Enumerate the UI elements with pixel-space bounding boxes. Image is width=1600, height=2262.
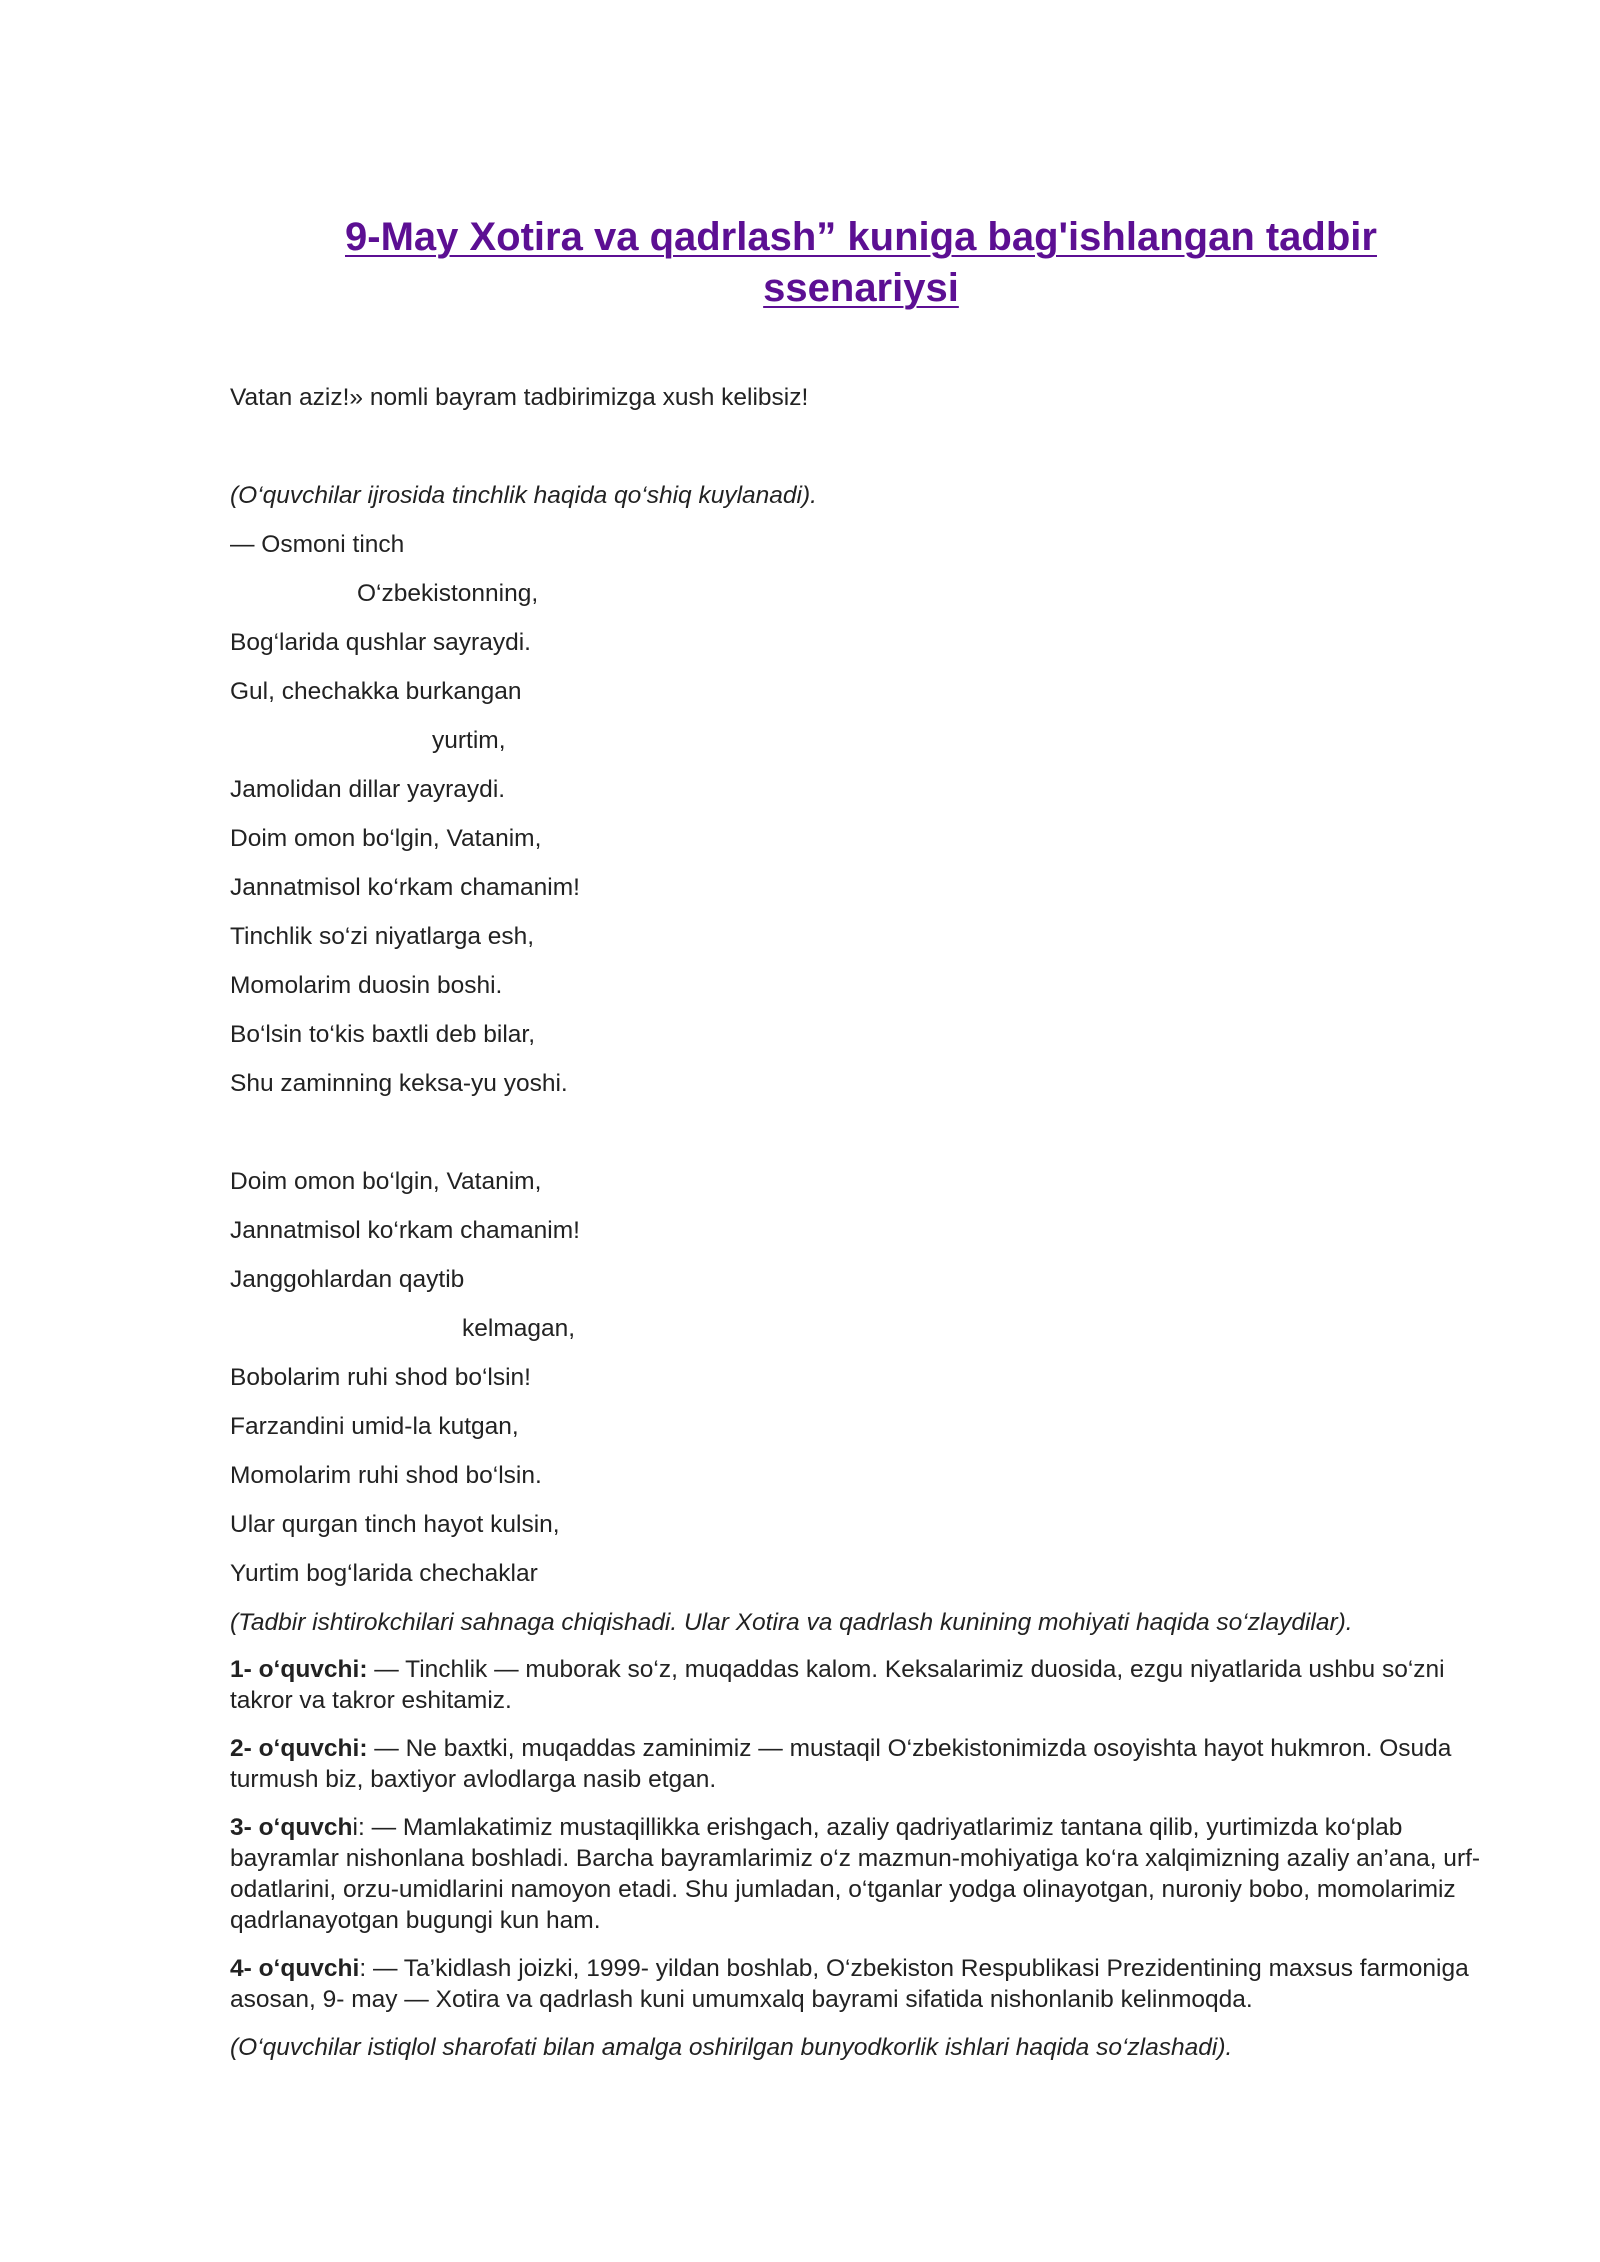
song-line: Jamolidan dillar yayraydi. <box>230 776 506 803</box>
speech-text: : — Ta’kidlash joizki, 1999- yildan boshlab, O‘zbekiston Respublikasi Prezidentining maxsus farmoniga asosan, 9- may — Xotira va qadrlash kuni umumxalq bayrami sifatida nishonlanib kelinmoqda. <box>230 1955 1469 2013</box>
song-line: Bo‘lsin to‘kis baxtli deb bilar, <box>230 1021 536 1048</box>
speech-text: — Tinchlik — muborak so‘z, muqaddas kalom. Keksalarimiz duosida, ezgu niyatlarida ushbu so‘zni takror va takror eshitamiz. <box>230 1656 1445 1714</box>
speech-text: — Ne baxtki, muqaddas zaminimiz — mustaqil O‘zbekistonimizda osoyishta hayot hukmron. Osuda turmush biz, baxtiyor avlodlarga nasib etgan. <box>230 1735 1452 1793</box>
speech-paragraph <box>230 1654 1500 1716</box>
stage-direction: (O‘quvchilar istiqlol sharofati bilan amalga oshirilgan bunyodkorlik ishlari haqida so‘zlashadi). <box>230 2034 1233 2061</box>
speaker-label: 2- o‘quvchi: <box>230 1735 368 1762</box>
song-line: Gul, chechakka burkangan <box>230 678 522 705</box>
song-line: kelmagan, <box>462 1315 576 1342</box>
song-line: Momolarim duosin boshi. <box>230 972 503 999</box>
song-line: Jannatmisol ko‘rkam chamanim! <box>230 874 580 901</box>
song-line: — Osmoni tinch <box>230 531 405 558</box>
page-title <box>230 212 1492 314</box>
speech-text: i: — Mamlakatimiz mustaqillikka erishgach, azaliy qadriyatlarimiz tantana qilib, yurtimizda ko‘plab bayramlar nishonlana boshladi. Barcha bayramlarimiz o‘z mazmun-mohiyatiga ko‘ra xalqimizning azaliy an’ana, urf-odatlarini, orzu-umidlarini namoyon etadi. Shu jumladan, o‘tganlar yodga olinayotgan, nuroniy bobo, momolarimiz qadrlanayotgan bugungi kun ham. <box>230 1814 1481 1934</box>
speech-paragraph <box>230 1812 1500 1936</box>
spacer <box>230 422 1500 471</box>
song-line: yurtim, <box>432 727 506 754</box>
song-line: Jannatmisol ko‘rkam chamanim! <box>230 1217 580 1244</box>
song-line: O‘zbekistonning, <box>357 580 539 607</box>
speaker-label: 1- o‘quvchi: <box>230 1656 368 1683</box>
song-line: Doim omon bo‘lgin, Vatanim, <box>230 1168 542 1195</box>
title-line-2: ssenariysi <box>763 266 959 310</box>
speech-paragraph <box>230 1953 1500 2015</box>
title-line-1: 9-May Xotira va qadrlash” kuniga bag'ishlangan tadbir <box>345 215 1377 259</box>
intro-line: Vatan aziz!» nomli bayram tadbirimizga xush kelibsiz! <box>230 384 809 411</box>
song-line: Farzandini umid-la kutgan, <box>230 1413 519 1440</box>
speaker-label: 4- o‘quvchi <box>230 1955 360 1982</box>
song-line: Shu zaminning keksa-yu yoshi. <box>230 1070 568 1097</box>
document-body <box>230 373 1500 2063</box>
speaker-label: 3- o‘quvch <box>230 1814 353 1841</box>
song-line: Bog‘larida qushlar sayraydi. <box>230 629 531 656</box>
song-line: Bobolarim ruhi shod bo‘lsin! <box>230 1364 531 1391</box>
song-line: Janggohlardan qaytib <box>230 1266 465 1293</box>
song-line: Momolarim ruhi shod bo‘lsin. <box>230 1462 542 1489</box>
spacer <box>230 1108 1500 1157</box>
song-verse-1 <box>230 520 1500 1108</box>
speech-paragraph <box>230 1733 1500 1795</box>
song-line: Doim omon bo‘lgin, Vatanim, <box>230 825 542 852</box>
song-verse-2 <box>230 1157 1500 1598</box>
stage-direction: (Tadbir ishtirokchilari sahnaga chiqishadi. Ular Xotira va qadrlash kunining mohiyati haqida so‘zlaydilar). <box>230 1609 1353 1636</box>
song-line: Tinchlik so‘zi niyatlarga esh, <box>230 923 535 950</box>
stage-direction: (O‘quvchilar ijrosida tinchlik haqida qo‘shiq kuylanadi). <box>230 482 817 509</box>
song-line: Yurtim bog‘larida chechaklar <box>230 1560 538 1587</box>
song-line: Ular qurgan tinch hayot kulsin, <box>230 1511 560 1538</box>
